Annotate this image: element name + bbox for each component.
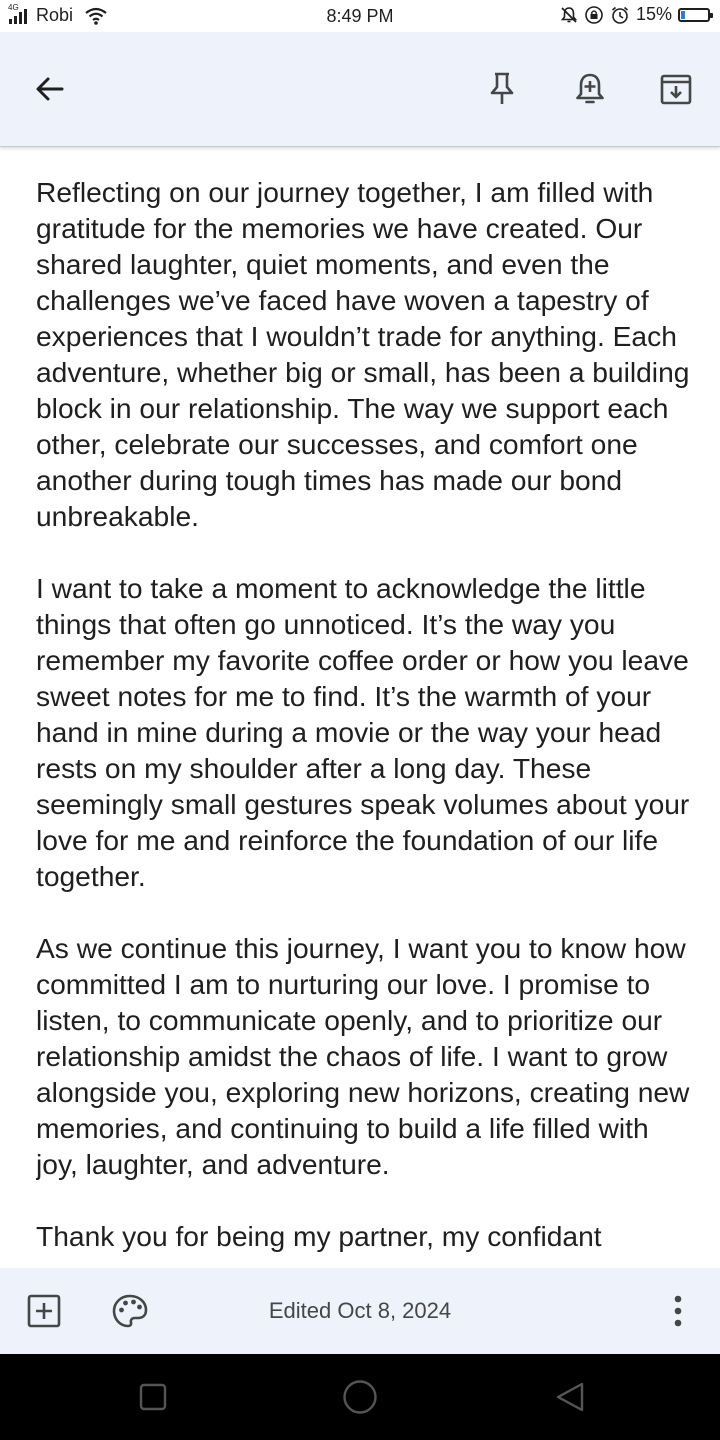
status-time: 8:49 PM	[326, 6, 394, 26]
carrier-name: Robi	[36, 5, 74, 25]
status-right	[560, 4, 710, 25]
network-badge: 4G	[8, 2, 19, 12]
note-paragraph[interactable]: I want to take a moment to acknowledge the little things that often go unnoticed. It’s the way you remember my favorite coffee order or how you leave sweet notes for me to find. It’s the warmth of your hand in mine during a movie or the way your head rests on my shoulder after a long day. These seemingly small gestures speak volumes about your love for me and reinforce the foundation of our life together.	[36, 572, 690, 892]
note-paragraph[interactable]: Thank you for being my partner, my confidant	[36, 1220, 602, 1252]
palette-icon	[111, 1293, 149, 1329]
system-nav-bar	[0, 1354, 720, 1440]
add-reminder-icon	[574, 71, 606, 107]
archive-icon	[659, 72, 693, 106]
battery-percent: 15%	[635, 4, 672, 24]
more-options-button[interactable]	[650, 1283, 706, 1339]
battery-icon	[678, 8, 710, 22]
lock-rotation-icon	[584, 5, 604, 25]
home-icon	[342, 1379, 378, 1415]
more-vert-icon	[673, 1294, 683, 1328]
edited-timestamp: Edited Oct 8, 2024	[268, 1298, 452, 1323]
pin-icon	[487, 71, 517, 107]
back-triangle-icon	[554, 1381, 586, 1413]
recents-icon	[139, 1383, 167, 1411]
system-back-button[interactable]	[548, 1375, 592, 1419]
note-paragraph[interactable]: Reflecting on our journey together, I am filled with gratitude for the memories we have created. Our shared laughter, quiet moments, and even the challenges we’ve faced have woven a tapestry of experiences that I wouldn’t trade for anything. Each adventure, whether big or small, has been a building block in our relationship. The way we support each other, celebrate our successes, and comfort one another during tough times has made our bond unbreakable.	[36, 176, 690, 532]
add-box-icon	[27, 1294, 61, 1328]
battery-fill	[681, 11, 685, 19]
pin-button[interactable]	[474, 61, 530, 117]
back-arrow-icon	[34, 73, 66, 105]
note-body[interactable]	[36, 174, 692, 1268]
back-button[interactable]	[22, 61, 78, 117]
mute-icon	[560, 6, 578, 24]
status-bar	[0, 0, 720, 32]
add-content-button[interactable]	[16, 1283, 72, 1339]
archive-button[interactable]	[648, 61, 704, 117]
alarm-icon	[610, 5, 630, 25]
recents-button[interactable]	[131, 1375, 175, 1419]
home-button[interactable]	[338, 1375, 382, 1419]
note-paragraph[interactable]: As we continue this journey, I want you to know how committed I am to nurturing our love. I promise to listen, to communicate openly, and to prioritize our relationship amidst the chaos of life. I want to grow alongside you, exploring new horizons, creating new memories, and continuing to build a life filled with joy, laughter, and adventure.	[36, 932, 690, 1180]
add-reminder-button[interactable]	[562, 61, 618, 117]
app-bar	[0, 32, 720, 147]
palette-button[interactable]	[102, 1283, 158, 1339]
bottom-bar	[0, 1268, 720, 1354]
